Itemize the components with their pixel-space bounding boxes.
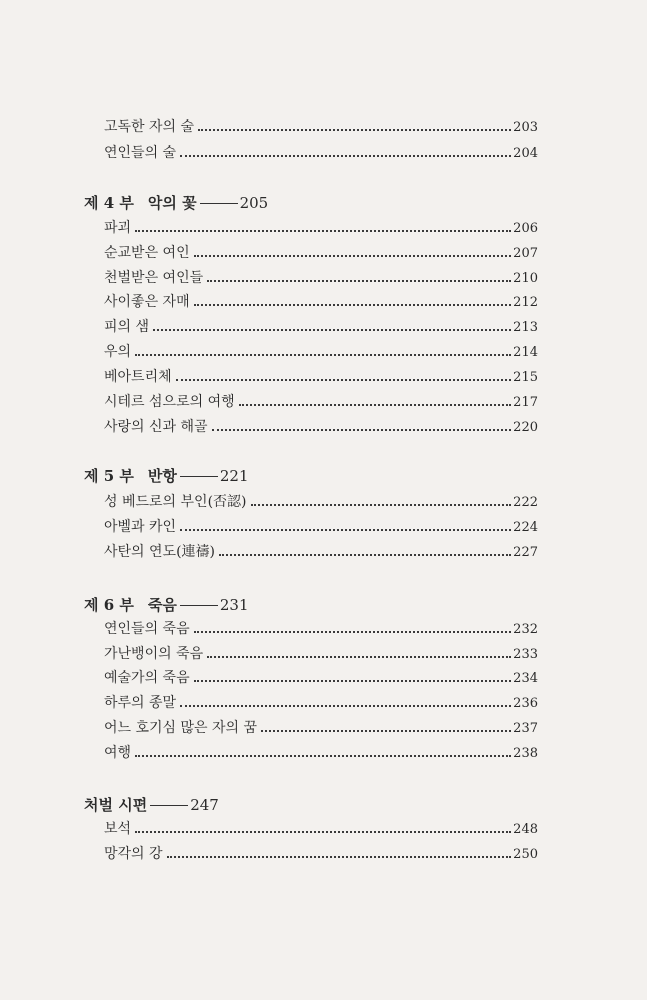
entry-page: 206 [513, 221, 538, 236]
toc-entry [104, 340, 538, 365]
entry-title: 연인들의 죽음 [104, 621, 190, 637]
entry-title: 아벨과 카인 [104, 519, 177, 535]
entry-page: 210 [513, 271, 538, 286]
dot-leader [194, 304, 512, 306]
entry-page: 214 [513, 345, 538, 360]
entry-page: 207 [513, 246, 538, 261]
dot-leader [207, 656, 511, 658]
entry-page: 248 [513, 822, 538, 837]
entry-title: 망각의 강 [104, 846, 163, 862]
toc-entry [104, 315, 538, 340]
dot-leader [135, 755, 511, 757]
section-name: 반항 [147, 467, 177, 485]
entry-title: 베아트리체 [104, 369, 172, 385]
toc-entry [104, 115, 538, 140]
entry-title: 피의 샘 [104, 319, 150, 335]
dot-leader [176, 379, 512, 381]
dot-leader [194, 631, 512, 633]
toc-entry [104, 515, 538, 540]
entry-page: 237 [513, 721, 538, 736]
dash-rule [180, 476, 218, 477]
entry-page: 238 [513, 746, 538, 761]
entry-title: 가난뱅이의 죽음 [104, 646, 204, 662]
toc-entry [104, 415, 538, 440]
toc-entry [104, 842, 538, 867]
section-heading [84, 192, 268, 214]
section-heading [84, 594, 249, 616]
entry-page: 250 [513, 847, 538, 862]
entry-title: 예술가의 죽음 [104, 670, 190, 686]
section-page: 221 [219, 467, 249, 485]
dash-rule [180, 605, 218, 606]
toc-entry [104, 741, 538, 766]
dot-leader [212, 429, 512, 431]
dot-leader [167, 856, 512, 858]
dash-rule [200, 203, 238, 204]
dot-leader [198, 129, 511, 131]
entry-title: 성 베드로의 부인(否認) [104, 494, 247, 510]
entry-page: 204 [513, 146, 538, 161]
entry-title: 순교받은 여인 [104, 245, 190, 261]
dot-leader [180, 155, 511, 157]
toc-entry [104, 290, 538, 315]
entry-page: 232 [513, 622, 538, 637]
entry-page: 212 [513, 295, 538, 310]
dot-leader [153, 329, 511, 331]
dot-leader [207, 280, 511, 282]
entry-title: 보석 [104, 821, 132, 837]
section-heading [84, 465, 249, 487]
toc-entry [104, 141, 538, 166]
toc-entry [104, 716, 538, 741]
section-name: 처벌 시편 [84, 796, 148, 814]
entry-page: 236 [513, 696, 538, 711]
dot-leader [261, 730, 511, 732]
toc-entry [104, 490, 538, 515]
entry-page: 217 [513, 395, 538, 410]
dot-leader [135, 230, 511, 232]
entry-page: 233 [513, 647, 538, 662]
entry-title: 사랑의 신과 해골 [104, 419, 208, 435]
entry-page: 203 [513, 120, 538, 135]
section-name: 악의 꽃 [147, 194, 197, 212]
dot-leader [194, 255, 512, 257]
dash-rule [150, 805, 188, 806]
entry-title: 사이좋은 자매 [104, 294, 190, 310]
entry-title: 파괴 [104, 220, 132, 236]
toc-entry [104, 617, 538, 642]
section-page: 205 [239, 194, 269, 212]
dot-leader [135, 354, 511, 356]
entry-page: 213 [513, 320, 538, 335]
section-name: 죽음 [147, 596, 177, 614]
entry-title: 고독한 자의 술 [104, 119, 195, 135]
toc-entry [104, 540, 538, 565]
toc-entry [104, 241, 538, 266]
entry-title: 연인들의 술 [104, 145, 177, 161]
dot-leader [251, 504, 512, 506]
section-page: 247 [190, 796, 219, 814]
section-part: 제 5 부 [84, 467, 134, 485]
section-part: 제 6 부 [84, 596, 134, 614]
section-page: 231 [219, 596, 249, 614]
toc-entry [104, 642, 538, 667]
entry-page: 227 [513, 545, 538, 560]
toc-entry [104, 691, 538, 716]
entry-title: 시테르 섬으로의 여행 [104, 394, 235, 410]
dot-leader [239, 404, 512, 406]
toc-entry [104, 365, 538, 390]
entry-title: 천벌받은 여인들 [104, 270, 204, 286]
dot-leader [180, 529, 511, 531]
toc-entry [104, 390, 538, 415]
dot-leader [135, 831, 511, 833]
toc-entry [104, 216, 538, 241]
entry-title: 사탄의 연도(連禱) [104, 544, 215, 560]
dot-leader [194, 680, 512, 682]
entry-title: 여행 [104, 745, 132, 761]
entry-title: 하루의 종말 [104, 695, 177, 711]
entry-page: 234 [513, 671, 538, 686]
entry-page: 215 [513, 370, 538, 385]
entry-page: 224 [513, 520, 538, 535]
entry-page: 220 [513, 420, 538, 435]
section-part: 제 4 부 [84, 194, 134, 212]
toc-entry [104, 666, 538, 691]
section-heading [84, 794, 219, 816]
dot-leader [180, 705, 511, 707]
entry-page: 222 [513, 495, 538, 510]
entry-title: 어느 호기심 많은 자의 꿈 [104, 720, 258, 736]
toc-entry [104, 817, 538, 842]
toc-entry [104, 266, 538, 291]
entry-title: 우의 [104, 344, 132, 360]
dot-leader [219, 554, 511, 556]
